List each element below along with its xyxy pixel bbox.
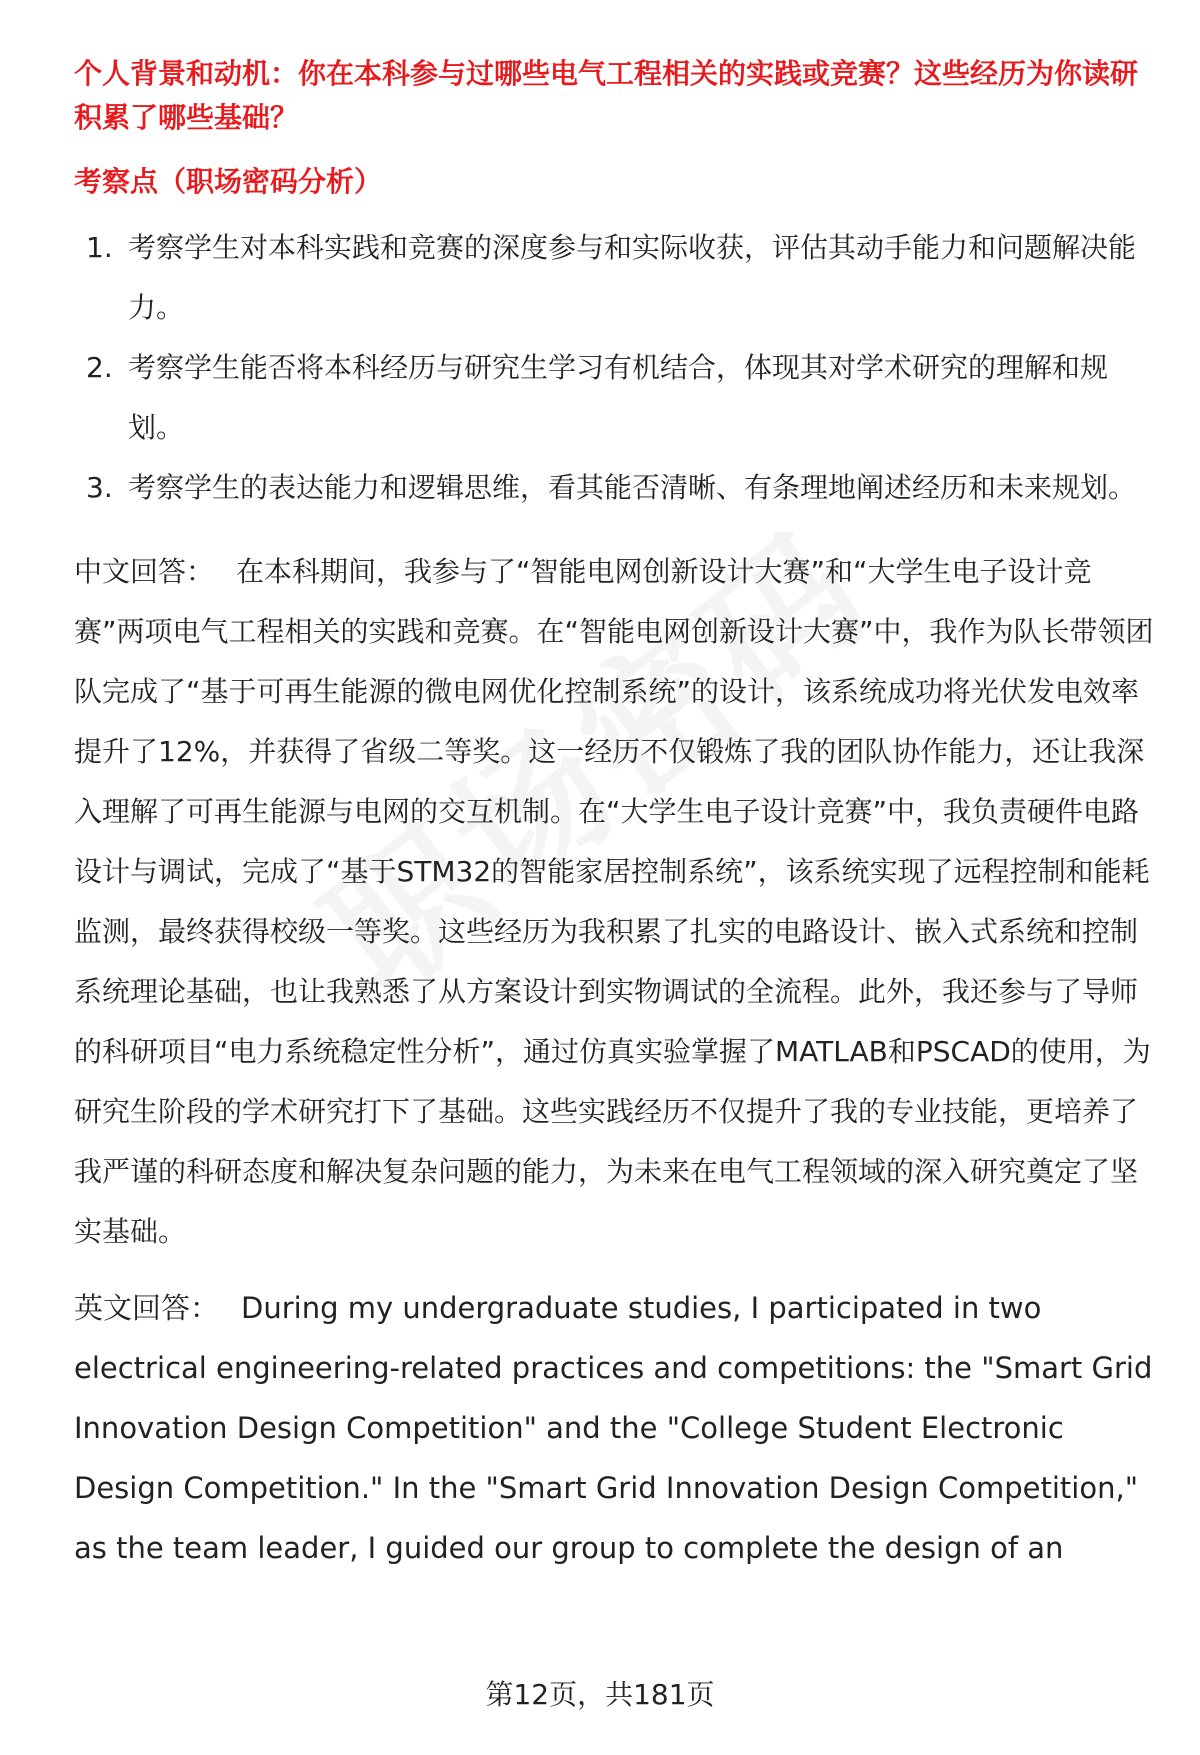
- list-item: [74, 218, 1156, 338]
- list-number: 3.: [86, 471, 113, 504]
- list-item-text: 考察学生对本科实践和竞赛的深度参与和实际收获，评估其动手能力和问题解决能力。: [128, 231, 1137, 324]
- list-number: 2.: [86, 351, 113, 384]
- list-item-text: 考察学生的表达能力和逻辑思维，看其能否清晰、有条理地阐述经历和未来规划。: [128, 471, 1137, 504]
- english-answer-label: 英文回答：: [74, 1291, 220, 1325]
- english-answer: [74, 1278, 1156, 1578]
- assessment-points-list: [74, 218, 1156, 518]
- list-item: [74, 338, 1156, 458]
- list-item-text: 考察学生能否将本科经历与研究生学习有机结合，体现其对学术研究的理解和规划。: [128, 351, 1109, 444]
- chinese-answer-text: 在本科期间，我参与了“智能电网创新设计大赛”和“大学生电子设计竞赛”两项电气工程相关的实践和竞赛。在“智能电网创新设计大赛”中，我作为队长带领团队完成了“基于可再生能源的微电网优化控制系统”的设计，该系统成功将光伏发电效率提升了12%，并获得了省级二等奖。这一经历不仅锻炼了我的团队协作能力，还让我深入理解了可再生能源与电网的交互机制。在“大学生电子设计竞赛”中，我负责硬件电路设计与调试，完成了“基于STM32的智能家居控制系统”，该系统实现了远程控制和能耗监测，最终获得校级一等奖。这些经历为我积累了扎实的电路设计、嵌入式系统和控制系统理论基础，也让我熟悉了从方案设计到实物调试的全流程。此外，我还参与了导师的科研项目“电力系统稳定性分析”，通过仿真实验掌握了MATLAB和PSCAD的使用，为研究生阶段的学术研究打下了基础。这些实践经历不仅提升了我的专业技能，更培养了我严谨的科研态度和解决复杂问题的能力，为未来在电气工程领域的深入研究奠定了坚实基础。: [74, 555, 1154, 1248]
- list-number: 1.: [86, 231, 113, 264]
- chinese-answer: [74, 542, 1156, 1262]
- page-footer: 第12页，共181页: [485, 1678, 715, 1711]
- list-item: [74, 458, 1156, 518]
- english-answer-text: During my undergraduate studies, I participated in two electrical engineering-related practices and competitions: the "Smart Grid Innovation Design Competition" and the "College Student Electronic Design Competition." In the "Smart Grid Innovation Design Competition," as the team leader, I guided our group to complete the design of an: [74, 1291, 1153, 1565]
- section-title: 考察点（职场密码分析）: [74, 165, 383, 198]
- document-body: [74, 52, 1156, 1578]
- question-heading: 个人背景和动机：你在本科参与过哪些电气工程相关的实践或竞赛？这些经历为你读研积累了哪些基础？: [74, 57, 1139, 134]
- chinese-answer-label: 中文回答：: [74, 555, 215, 588]
